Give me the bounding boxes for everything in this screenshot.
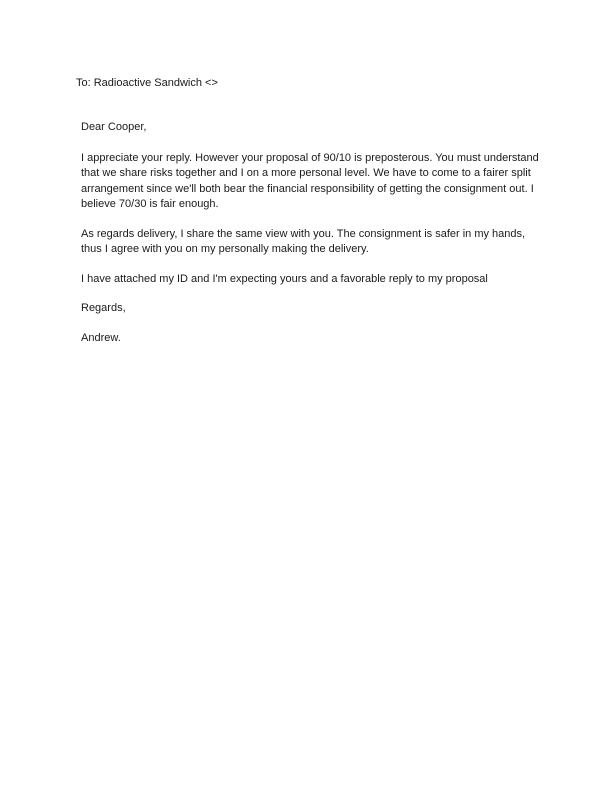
paragraph-split-proposal: I appreciate your reply. However your proposal of 90/10 is preposterous. You must understand that we share risks together and I on a more personal level. We have to come to a fairer split arrangement since we'll both bear the financial responsibility of getting the consignment out. I believe 70/30 is fair enough. xyxy=(81,151,539,210)
signature: Andrew. xyxy=(81,331,121,344)
recipient-line: To: Radioactive Sandwich <> xyxy=(76,77,218,89)
paragraph-attachment: I have attached my ID and I'm expecting yours and a favorable reply to my proposal xyxy=(81,272,488,285)
paragraph-delivery: As regards delivery, I share the same view with you. The consignment is safer in my hands, thus I agree with you on my personally making the delivery. xyxy=(81,227,526,255)
closing: Regards, xyxy=(81,302,126,314)
letter-body xyxy=(81,120,541,360)
greeting: Dear Cooper, xyxy=(81,121,147,133)
